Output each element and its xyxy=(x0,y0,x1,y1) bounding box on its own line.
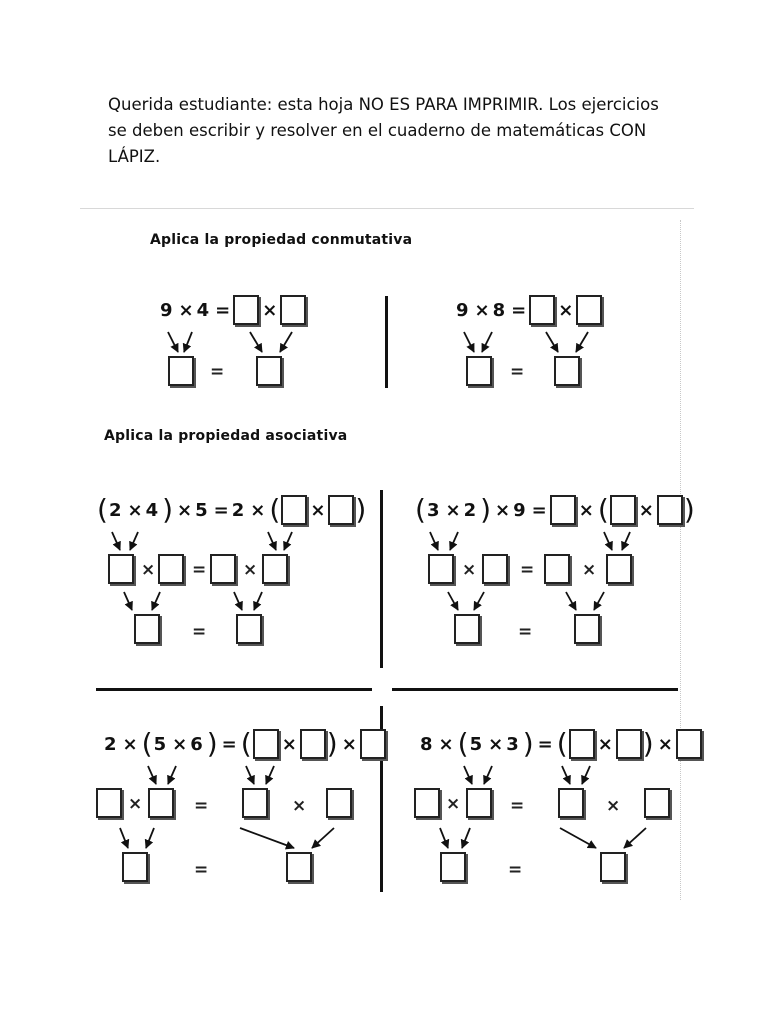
answer-box[interactable] xyxy=(122,852,148,882)
associative-exercise-4 xyxy=(420,724,702,764)
answer-box[interactable] xyxy=(210,554,236,584)
times-symbol: × xyxy=(243,560,258,580)
times-symbol: × xyxy=(597,733,613,755)
equals-symbol: = xyxy=(194,860,209,880)
answer-box[interactable] xyxy=(428,554,454,584)
answer-box[interactable] xyxy=(148,788,174,818)
commutative-exercise-1 xyxy=(160,290,306,330)
equals-symbol: = xyxy=(192,622,207,642)
section-divider xyxy=(392,688,678,691)
factor: 5 xyxy=(195,499,208,521)
answer-box[interactable] xyxy=(466,788,492,818)
answer-box[interactable] xyxy=(529,295,555,325)
equals-symbol: = xyxy=(537,733,553,755)
answer-box[interactable] xyxy=(360,729,386,759)
factor: 4 xyxy=(145,499,159,521)
section-divider xyxy=(385,296,388,388)
answer-box[interactable] xyxy=(262,554,288,584)
answer-box[interactable] xyxy=(610,495,636,525)
times-symbol: × xyxy=(128,794,143,814)
equals-symbol: = xyxy=(221,733,237,755)
commutative-heading: Aplica la propiedad conmutativa xyxy=(150,232,413,248)
times-symbol: × xyxy=(178,299,194,321)
open-paren: ( xyxy=(141,727,153,760)
answer-box[interactable] xyxy=(616,729,642,759)
factor: 8 xyxy=(492,299,506,321)
open-paren: ( xyxy=(597,493,609,526)
factor: 9 xyxy=(513,499,526,521)
answer-box[interactable] xyxy=(281,495,307,525)
close-paren: ) xyxy=(683,493,695,526)
answer-box[interactable] xyxy=(454,614,480,644)
times-symbol: × xyxy=(438,733,454,755)
answer-box[interactable] xyxy=(300,729,326,759)
answer-box[interactable] xyxy=(233,295,259,325)
factor: 2 xyxy=(104,733,117,755)
times-symbol: × xyxy=(495,499,511,521)
factor: 8 xyxy=(420,733,433,755)
times-symbol: × xyxy=(281,733,297,755)
instructions-text: Querida estudiante: esta hoja NO ES PARA IMPRIMIR. Los ejercicios se deben escribir y resolver en el cuaderno de matemáticas CON LÁPIZ. xyxy=(108,95,659,166)
equals-symbol: = xyxy=(210,362,225,382)
factor: 2 xyxy=(231,499,245,521)
factor: 6 xyxy=(190,733,203,755)
answer-box[interactable] xyxy=(108,554,134,584)
times-symbol: × xyxy=(488,733,504,755)
equals-symbol: = xyxy=(194,796,209,816)
open-paren: ( xyxy=(556,727,568,760)
equals-symbol: = xyxy=(215,299,231,321)
answer-box[interactable] xyxy=(414,788,440,818)
equals-symbol: = xyxy=(511,299,527,321)
times-symbol: × xyxy=(122,733,138,755)
times-symbol: × xyxy=(127,499,143,521)
equals-symbol: = xyxy=(213,499,229,521)
open-paren: ( xyxy=(269,493,281,526)
answer-box[interactable] xyxy=(253,729,279,759)
open-paren: ( xyxy=(240,727,252,760)
close-paren: ) xyxy=(206,727,218,760)
close-paren: ) xyxy=(162,493,174,526)
factor: 5 xyxy=(469,733,483,755)
open-paren: ( xyxy=(415,493,426,526)
answer-box[interactable] xyxy=(600,852,626,882)
factor: 2 xyxy=(463,499,477,521)
times-symbol: × xyxy=(606,796,621,816)
equals-symbol: = xyxy=(518,622,533,642)
times-symbol: × xyxy=(310,499,326,521)
worksheet-edge xyxy=(680,220,687,900)
associative-heading: Aplica la propiedad asociativa xyxy=(104,428,348,444)
open-paren: ( xyxy=(457,727,469,760)
answer-box[interactable] xyxy=(576,295,602,325)
answer-box[interactable] xyxy=(574,614,600,644)
answer-box[interactable] xyxy=(558,788,584,818)
answer-box[interactable] xyxy=(328,495,354,525)
answer-box[interactable] xyxy=(242,788,268,818)
answer-box[interactable] xyxy=(236,614,262,644)
times-symbol: × xyxy=(638,499,654,521)
close-paren: ) xyxy=(642,727,654,760)
times-symbol: × xyxy=(177,499,193,521)
times-symbol: × xyxy=(474,299,490,321)
close-paren: ) xyxy=(522,727,534,760)
answer-box[interactable] xyxy=(606,554,632,584)
answer-box[interactable] xyxy=(544,554,570,584)
answer-box[interactable] xyxy=(326,788,352,818)
times-symbol: × xyxy=(250,499,266,521)
answer-box[interactable] xyxy=(440,852,466,882)
times-symbol: × xyxy=(341,733,357,755)
answer-box[interactable] xyxy=(168,356,194,386)
close-paren: ) xyxy=(480,493,492,526)
commutative-exercise-2 xyxy=(456,290,602,330)
answer-box[interactable] xyxy=(286,852,312,882)
equals-symbol: = xyxy=(510,796,525,816)
answer-box[interactable] xyxy=(569,729,595,759)
times-symbol: × xyxy=(446,794,461,814)
times-symbol: × xyxy=(141,560,156,580)
equals-symbol: = xyxy=(510,362,525,382)
answer-box[interactable] xyxy=(482,554,508,584)
times-symbol: × xyxy=(292,796,307,816)
answer-box[interactable] xyxy=(280,295,306,325)
answer-box[interactable] xyxy=(550,495,576,525)
answer-box[interactable] xyxy=(256,356,282,386)
times-symbol: × xyxy=(582,560,597,580)
equals-symbol: = xyxy=(531,499,547,521)
answer-box[interactable] xyxy=(466,356,492,386)
answer-box[interactable] xyxy=(554,356,580,386)
times-symbol: × xyxy=(172,733,188,755)
equals-symbol: = xyxy=(508,860,523,880)
factor: 2 xyxy=(108,499,122,521)
associative-exercise-2 xyxy=(414,490,696,530)
equals-symbol: = xyxy=(192,560,207,580)
section-divider xyxy=(380,490,383,668)
times-symbol: × xyxy=(462,560,477,580)
close-paren: ) xyxy=(355,493,367,526)
answer-box[interactable] xyxy=(657,495,683,525)
answer-box[interactable] xyxy=(134,614,160,644)
factor: 5 xyxy=(153,733,167,755)
answer-box[interactable] xyxy=(644,788,670,818)
answer-box[interactable] xyxy=(676,729,702,759)
factor: 9 xyxy=(160,299,173,321)
times-symbol: × xyxy=(558,299,574,321)
associative-exercise-1 xyxy=(96,490,367,530)
equals-symbol: = xyxy=(520,560,535,580)
times-symbol: × xyxy=(578,499,594,521)
factor: 3 xyxy=(506,733,519,755)
times-symbol: × xyxy=(657,733,673,755)
answer-box[interactable] xyxy=(96,788,122,818)
factor: 3 xyxy=(426,499,440,521)
factor: 9 xyxy=(456,299,469,321)
answer-box[interactable] xyxy=(158,554,184,584)
close-paren: ) xyxy=(326,727,338,760)
times-symbol: × xyxy=(262,299,278,321)
factor: 4 xyxy=(196,299,210,321)
section-divider xyxy=(96,688,372,691)
times-symbol: × xyxy=(445,499,461,521)
open-paren: ( xyxy=(97,493,108,526)
associative-exercise-3 xyxy=(104,724,386,764)
